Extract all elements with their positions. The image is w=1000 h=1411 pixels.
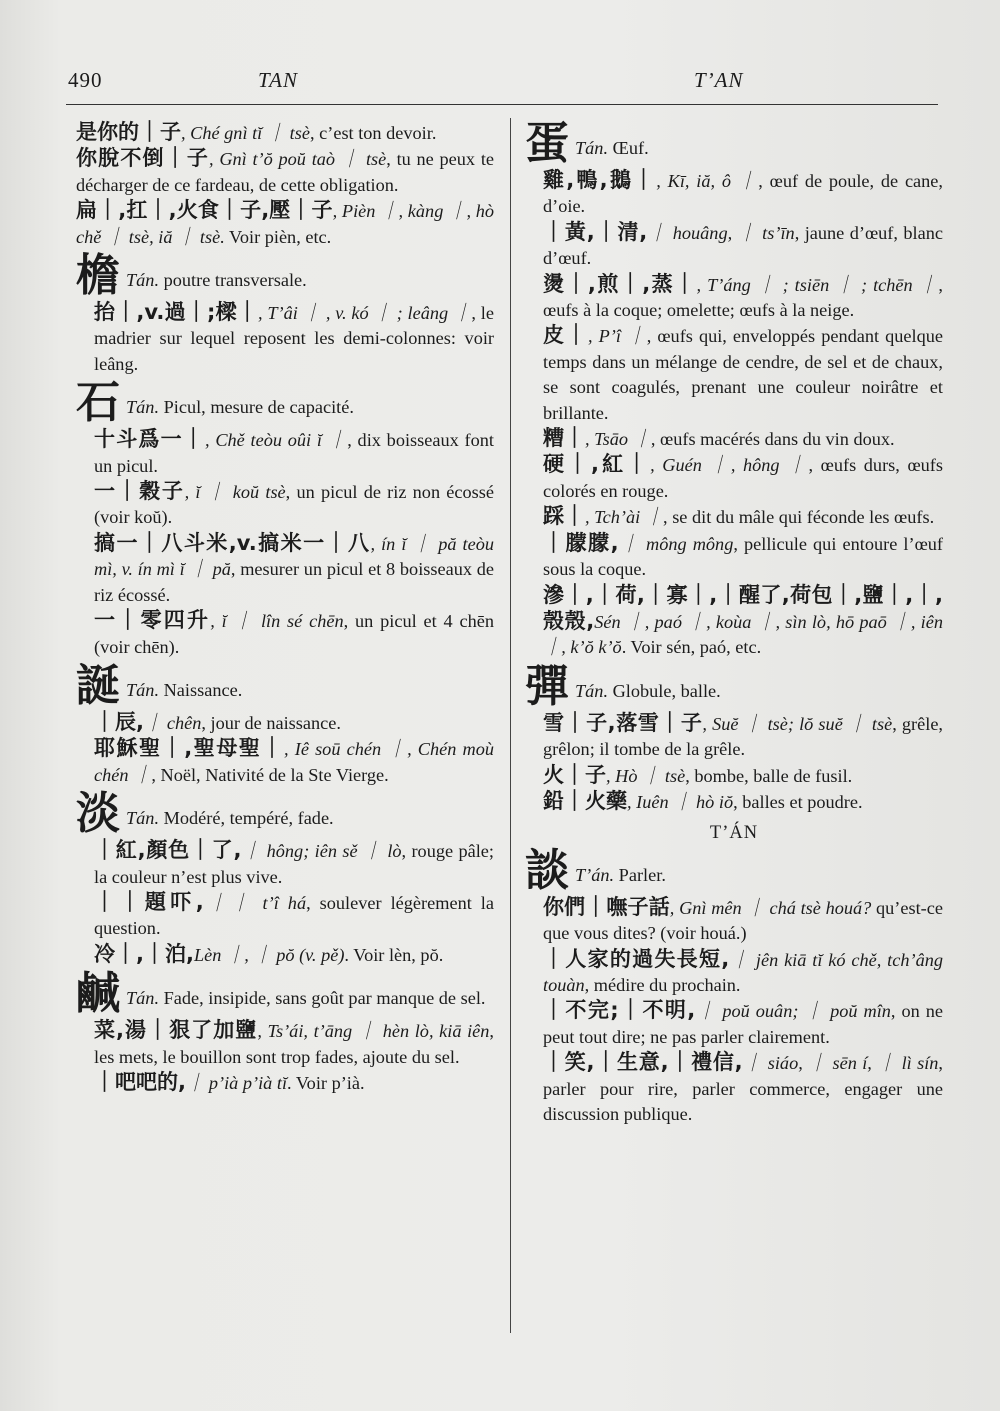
headword-romanization: Tán. bbox=[575, 680, 609, 701]
dictionary-entry bbox=[525, 844, 943, 1128]
headword-line bbox=[525, 660, 943, 712]
headword-romanization: Tán. bbox=[126, 808, 160, 829]
dictionary-entry bbox=[525, 118, 944, 661]
chinese-phrase: 踩｜ bbox=[543, 504, 585, 529]
french-gloss: , soulever légèrement la question. bbox=[94, 892, 494, 939]
chinese-phrase: 是你的｜子 bbox=[76, 120, 181, 144]
example-item bbox=[525, 220, 943, 272]
french-gloss: , un picul de riz non écossé (voir koŭ). bbox=[94, 482, 494, 528]
headword-character: 淡 bbox=[76, 788, 120, 840]
romanization: ｜ jên kiā tĭ kó chě, tch’âng touàn bbox=[543, 949, 943, 995]
headword-definition: Picul, mesure de capacité. bbox=[159, 397, 354, 418]
chinese-phrase: 耶穌聖｜,聖母聖｜ bbox=[94, 736, 285, 761]
headword-line bbox=[525, 844, 943, 896]
romanization: , Gnì t’ŏ poŭ taò ｜ tsè bbox=[209, 149, 387, 170]
chinese-phrase: 扁｜,扛｜,火食｜子,壓｜子 bbox=[76, 198, 333, 223]
headword-character: 彈 bbox=[525, 660, 569, 712]
romanization: ｜ hông; iên sě ｜ lò bbox=[241, 841, 402, 862]
french-gloss: , œufs qui, enveloppés pendant quelque temps dans un mélange de cendre, de sel et de chaux, se sont coagulés, prenant une couleur noirâtre et brillante. bbox=[543, 326, 944, 423]
chinese-phrase: ｜不完;｜不明, bbox=[543, 998, 696, 1023]
headword-line bbox=[76, 659, 494, 711]
french-gloss: , les mets, le bouillon sont trop fades, ajoute du sel. bbox=[94, 1021, 494, 1067]
headword-definition: Modéré, tempéré, fade. bbox=[159, 808, 334, 829]
dictionary-entry bbox=[76, 659, 494, 788]
chinese-phrase: 雪｜子,落雪｜子 bbox=[543, 710, 703, 735]
headword-character: 檐 bbox=[76, 250, 120, 302]
left-column bbox=[76, 120, 494, 1102]
headword-character: 誕 bbox=[76, 659, 120, 711]
section-title: T’ÁN bbox=[709, 823, 759, 844]
example-item bbox=[525, 711, 943, 763]
right-column bbox=[525, 120, 943, 1133]
example-item bbox=[525, 531, 943, 583]
romanization: Lèn ｜, ｜ pŏ (v. pě) bbox=[193, 944, 345, 965]
headword-line bbox=[525, 118, 943, 169]
chinese-phrase: 你們｜嘸子話 bbox=[543, 894, 670, 919]
example-item bbox=[76, 1070, 494, 1096]
example-item bbox=[525, 504, 943, 530]
chinese-phrase: ｜人家的過失長短, bbox=[543, 946, 730, 971]
chinese-phrase: 抬｜,v.過｜;樑｜ bbox=[94, 300, 259, 325]
example-item bbox=[525, 272, 943, 324]
column-divider bbox=[510, 118, 511, 1333]
romanization: , Hò ｜ tsè bbox=[606, 765, 686, 786]
chinese-phrase: ｜黃,｜清, bbox=[543, 219, 648, 244]
chinese-phrase: 糟｜ bbox=[543, 426, 585, 451]
french-gloss: , œufs durs, œufs colorés en rouge. bbox=[543, 455, 943, 501]
header-rule bbox=[66, 104, 938, 105]
french-gloss: , se dit du mâle qui féconde les œufs. bbox=[663, 507, 935, 528]
french-gloss: , jour de naissance. bbox=[201, 712, 341, 733]
chinese-phrase: 冷｜,｜泊, bbox=[94, 941, 194, 966]
chinese-phrase: 滲｜,｜荷,｜寡｜,｜醒了,荷包｜,鹽｜,｜,殼殼, bbox=[543, 582, 943, 633]
example-item bbox=[76, 198, 494, 250]
example-item bbox=[76, 531, 494, 608]
headword-romanization: T’án. bbox=[575, 864, 615, 885]
running-head-left: TAN bbox=[258, 68, 298, 92]
french-gloss: qu’est-ce que vous dites? (voir houá.) bbox=[543, 897, 943, 944]
chinese-phrase: 一｜零四升 bbox=[94, 608, 211, 633]
headword-character: 石 bbox=[76, 377, 120, 429]
french-gloss: , œuf de poule, de cane, d’oie. bbox=[543, 171, 943, 217]
romanization: , T’âi ｜ , v. kó ｜ ; leâng ｜ bbox=[258, 303, 472, 324]
example-item bbox=[76, 838, 494, 890]
example-item bbox=[525, 789, 943, 815]
headword-line bbox=[76, 250, 494, 302]
romanization: , Chě teòu oûi ĭ ｜ bbox=[204, 430, 348, 451]
romanization: , Iuên ｜ hò iŏ bbox=[627, 791, 734, 812]
romanization: , ĭ ｜ lîn sé chēn bbox=[210, 611, 344, 632]
romanization: , Ts’ái, t’āng ｜ hèn lò, kiā iên bbox=[257, 1021, 490, 1042]
chinese-phrase: 搞一｜八斗米,v.搞米一｜八 bbox=[94, 530, 371, 555]
headword-romanization: Tán. bbox=[575, 138, 609, 158]
example-item bbox=[525, 168, 943, 220]
romanization: ｜ poŭ ouân; ｜ poŭ mîn bbox=[695, 1001, 891, 1022]
dictionary-entry bbox=[525, 660, 944, 816]
example-item bbox=[76, 736, 494, 788]
headword-line bbox=[76, 788, 494, 840]
example-item bbox=[76, 479, 494, 531]
romanization: , Gnì mên ｜ chá tsè houá? bbox=[669, 897, 872, 918]
headword-line bbox=[76, 968, 494, 1020]
example-item bbox=[525, 426, 943, 452]
headword-definition: poutre transversale. bbox=[159, 270, 307, 291]
romanization: , Pièn ｜, kàng ｜, hò chě ｜ tsè, iă ｜ tsè. bbox=[76, 201, 494, 247]
romanization: , P’î ｜ bbox=[587, 326, 647, 347]
romanization: ｜ chên bbox=[143, 712, 202, 733]
french-gloss: , c’est ton devoir. bbox=[309, 123, 437, 143]
running-head-right: T’AN bbox=[694, 68, 744, 92]
example-item bbox=[76, 608, 494, 660]
french-gloss: , médire du prochain. bbox=[584, 974, 741, 995]
romanization: , Iê soū chén ｜, Chén moù chén ｜ bbox=[94, 739, 494, 785]
romanization: , ín ĭ ｜ pă teòu mì, v. ín mì ĭ ｜ pă bbox=[94, 533, 494, 580]
romanization: Sén ｜, paó ｜, koùa ｜, sìn lò, hō paō ｜, iên ｜, k’ŏ k’ŏ bbox=[543, 611, 943, 658]
chinese-phrase: ｜｜題吓, bbox=[94, 889, 204, 914]
example-item bbox=[525, 763, 943, 789]
dictionary-entry bbox=[76, 377, 494, 660]
french-gloss: , œufs macérés dans du vin doux. bbox=[650, 429, 895, 450]
chinese-phrase: 燙｜,煎｜,蒸｜ bbox=[543, 271, 697, 296]
example-item bbox=[525, 998, 943, 1050]
headword-romanization: Tán. bbox=[126, 679, 160, 700]
example-item bbox=[525, 323, 943, 426]
chinese-phrase: 鉛｜火藥 bbox=[543, 788, 627, 813]
chinese-phrase: 一｜穀子 bbox=[94, 479, 185, 504]
french-gloss: Voir pièn, etc. bbox=[224, 226, 332, 247]
chinese-phrase: ｜吧吧的, bbox=[94, 1069, 186, 1094]
chinese-phrase: 硬｜,紅｜ bbox=[543, 452, 651, 477]
headword-romanization: Tán. bbox=[126, 397, 160, 418]
french-gloss: , grêle, grêlon; il tombe de la grêle. bbox=[543, 713, 944, 760]
headword-character: 蛋 bbox=[525, 118, 569, 169]
chinese-phrase: ｜朦朦, bbox=[543, 530, 619, 555]
romanization: , Tsāo ｜ bbox=[585, 429, 651, 450]
example-item bbox=[525, 947, 943, 999]
chinese-phrase: ｜笑,｜生意,｜禮信, bbox=[543, 1050, 743, 1075]
romanization: ｜ p’ià p’ià tĭ bbox=[185, 1072, 288, 1093]
headword-character: 談 bbox=[525, 844, 569, 896]
french-gloss: , œufs à la coque; omelette; œufs à la neige. bbox=[543, 274, 943, 321]
romanization: , T’áng ｜ ; tsiēn ｜ ; tchēn ｜ bbox=[696, 274, 939, 295]
french-gloss: , dix boisseaux font un picul. bbox=[94, 430, 494, 476]
example-item bbox=[525, 1050, 943, 1127]
dictionary-entry bbox=[76, 250, 494, 377]
headword-definition: Parler. bbox=[614, 864, 666, 885]
headword-character: 鹹 bbox=[76, 968, 120, 1020]
romanization: ｜ mông mông bbox=[618, 533, 734, 554]
headword-romanization: Tán. bbox=[126, 270, 160, 291]
romanization: , Ché gnì tĭ ｜ tsè bbox=[181, 123, 310, 143]
french-gloss: , Noël, Nativité de la Ste Vierge. bbox=[151, 764, 389, 785]
example-item bbox=[525, 583, 943, 661]
romanization: ｜ houâng, ｜ ts’īn bbox=[647, 222, 795, 243]
french-gloss: , jaune d’œuf, blanc d’œuf. bbox=[543, 222, 943, 269]
romanization: , Tch’ài ｜ bbox=[585, 507, 664, 528]
romanization: , ĭ ｜ koŭ tsè bbox=[184, 482, 286, 503]
french-gloss: . Voir sén, paó, etc. bbox=[621, 637, 762, 658]
example-item bbox=[76, 300, 494, 377]
chinese-phrase: 雞,鴨,鵝｜ bbox=[543, 168, 657, 192]
french-gloss: . Voir p’ià. bbox=[287, 1072, 365, 1093]
example-item bbox=[76, 427, 494, 479]
french-gloss: , balles et poudre. bbox=[733, 791, 863, 812]
headword-definition: Œuf. bbox=[608, 138, 649, 158]
romanization: , Guén ｜, hông ｜ bbox=[650, 455, 809, 476]
romanization: , Suĕ ｜ tsè; lŏ suĕ ｜ tsè bbox=[702, 713, 893, 734]
example-item bbox=[76, 942, 494, 968]
romanization: ｜｜ t’î há bbox=[203, 892, 307, 913]
french-gloss: , le madrier sur lequel reposent les demi-colonnes: voir leâng. bbox=[94, 303, 494, 374]
headword-line bbox=[76, 377, 494, 429]
romanization: ｜ siáo, ｜ sēn í, ｜ lì sín bbox=[742, 1053, 939, 1074]
chinese-phrase: 火｜子 bbox=[543, 762, 606, 787]
example-item bbox=[76, 120, 494, 146]
example-item bbox=[76, 710, 494, 736]
headword-definition: Naissance. bbox=[159, 679, 243, 700]
chinese-phrase: ｜紅,顏色｜了, bbox=[94, 838, 242, 863]
example-item bbox=[76, 890, 494, 942]
french-gloss: . Voir lèn, pŏ. bbox=[344, 944, 444, 965]
example-item bbox=[76, 146, 494, 198]
french-gloss: , parler pour rire, parler commerce, engager une discussion publique. bbox=[543, 1053, 943, 1124]
french-gloss: , tu ne peux te décharger de ce fardeau, de cette obligation. bbox=[76, 149, 495, 195]
page-number: 490 bbox=[68, 68, 103, 92]
french-gloss: , rouge pâle; la couleur n’est plus vive. bbox=[94, 841, 494, 887]
example-item bbox=[525, 895, 943, 947]
chinese-phrase: 十斗爲一｜ bbox=[94, 427, 205, 452]
dictionary-entry bbox=[76, 120, 494, 250]
french-gloss: , pellicule qui entoure l’œuf sous la coque. bbox=[543, 533, 944, 580]
headword-romanization: Tán. bbox=[126, 988, 160, 1009]
chinese-phrase: 菜,湯｜狠了加鹽 bbox=[94, 1018, 258, 1043]
example-item bbox=[525, 452, 943, 504]
dictionary-entry bbox=[76, 968, 494, 1096]
french-gloss: , un picul et 4 chēn (voir chēn). bbox=[94, 611, 494, 657]
headword-definition: Fade, insipide, sans goût par manque de sel. bbox=[159, 988, 486, 1009]
french-gloss: , mesurer un picul et 8 boisseaux de riz écossé. bbox=[94, 559, 494, 605]
headword-definition: Globule, balle. bbox=[608, 680, 721, 701]
chinese-phrase: ｜辰, bbox=[94, 709, 144, 734]
romanization: , Kī, iă, ô ｜ bbox=[656, 171, 759, 191]
chinese-phrase: 皮｜ bbox=[543, 323, 588, 348]
chinese-phrase: 你脫不倒｜子 bbox=[76, 146, 210, 171]
example-item bbox=[76, 1018, 494, 1070]
french-gloss: , on ne peut tout dire; ne pas parler clairement. bbox=[543, 1001, 943, 1047]
french-gloss: , bombe, balle de fusil. bbox=[685, 765, 853, 786]
dictionary-entry bbox=[76, 788, 494, 968]
